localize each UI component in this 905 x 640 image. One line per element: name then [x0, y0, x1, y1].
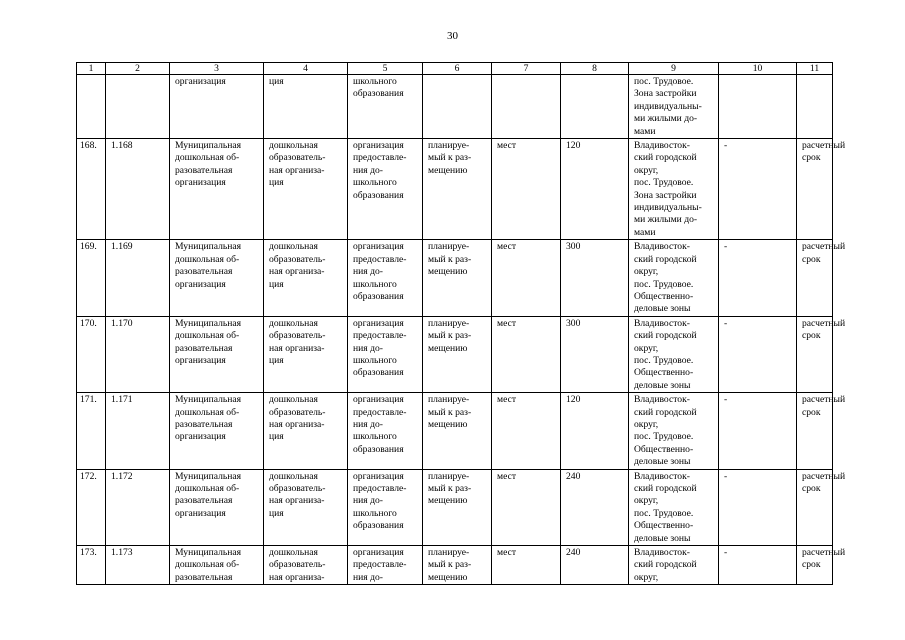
cell-term: расчетный срок: [797, 393, 833, 469]
table-row: [77, 469, 833, 545]
cell-function: организация предоставле- ния до- школьного образования: [348, 393, 423, 469]
cell-term: расчетный срок: [797, 546, 833, 585]
cell-function: организация предоставле- ния до- школьного образования: [348, 240, 423, 316]
cell-code: 1.172: [106, 469, 170, 545]
cell-code: 1.173: [106, 546, 170, 585]
cell-row-number: 171.: [77, 393, 106, 469]
cell-row-number: 168.: [77, 139, 106, 240]
column-header: 4: [264, 63, 348, 75]
cell-status: [423, 75, 492, 139]
cell-object-type: Муниципальная дошкольная об- разовательная организация: [170, 240, 264, 316]
cell-unit: мест: [492, 546, 561, 585]
cell-status: планируе- мый к раз- мещению: [423, 469, 492, 545]
cell-purpose: ция: [264, 75, 348, 139]
cell-location: Владивосток- ский городской округ, пос. Трудовое. Общественно- деловые зоны: [629, 240, 719, 316]
cell-term: расчетный срок: [797, 139, 833, 240]
cell-status: планируе- мый к раз- мещению: [423, 240, 492, 316]
cell-unit: мест: [492, 240, 561, 316]
column-header: 8: [561, 63, 629, 75]
cell-object-type: Муниципальная дошкольная об- разовательная организация: [170, 316, 264, 392]
table-row: [77, 316, 833, 392]
column-header: 2: [106, 63, 170, 75]
cell-capacity: 120: [561, 139, 629, 240]
table-body: [77, 75, 846, 585]
cell-zone: -: [719, 139, 797, 240]
cell-object-type: организация: [170, 75, 264, 139]
cell-code: [106, 75, 170, 139]
cell-term: [797, 75, 833, 139]
cell-code: 1.170: [106, 316, 170, 392]
table-header-row: [77, 63, 833, 75]
cell-location: Владивосток- ский городской округ, пос. Трудовое. Общественно- деловые зоны: [629, 393, 719, 469]
cell-term: расчетный срок: [797, 316, 833, 392]
cell-object-type: Муниципальная дошкольная об- разовательная организация: [170, 393, 264, 469]
cell-purpose: дошкольная образователь- ная организа- ция: [264, 393, 348, 469]
column-header: 6: [423, 63, 492, 75]
cell-object-type: Муниципальная дошкольная об- разовательная: [170, 546, 264, 585]
cell-zone: -: [719, 240, 797, 316]
cell-capacity: 240: [561, 546, 629, 585]
column-header: 7: [492, 63, 561, 75]
column-header: 10: [719, 63, 797, 75]
column-header: 9: [629, 63, 719, 75]
cell-code: 1.171: [106, 393, 170, 469]
cell-location: Владивосток- ский городской округ, пос. Трудовое. Общественно- деловые зоны: [629, 316, 719, 392]
cell-capacity: 300: [561, 316, 629, 392]
cell-capacity: 300: [561, 240, 629, 316]
cell-row-number: 169.: [77, 240, 106, 316]
cell-row-number: 170.: [77, 316, 106, 392]
cell-function: организация предоставле- ния до- школьного образования: [348, 469, 423, 545]
cell-zone: [719, 75, 797, 139]
column-header: 1: [77, 63, 106, 75]
column-header: 11: [797, 63, 833, 75]
cell-status: планируе- мый к раз- мещению: [423, 316, 492, 392]
table-row: [77, 393, 833, 469]
cell-code: 1.169: [106, 240, 170, 316]
cell-row-number: [77, 75, 106, 139]
table-row: [77, 240, 833, 316]
cell-capacity: [561, 75, 629, 139]
cell-purpose: дошкольная образователь- ная организа- ция: [264, 469, 348, 545]
cell-unit: мест: [492, 139, 561, 240]
cell-row-number: 172.: [77, 469, 106, 545]
cell-object-type: Муниципальная дошкольная об- разовательная организация: [170, 469, 264, 545]
cell-purpose: дошкольная образователь- ная организа-: [264, 546, 348, 585]
cell-zone: -: [719, 469, 797, 545]
cell-zone: -: [719, 546, 797, 585]
cell-unit: мест: [492, 393, 561, 469]
cell-row-number: 173.: [77, 546, 106, 585]
table-row: [77, 139, 833, 240]
table-row: [77, 546, 833, 585]
cell-status: планируе- мый к раз- мещению: [423, 139, 492, 240]
cell-code: 1.168: [106, 139, 170, 240]
cell-object-type: Муниципальная дошкольная об- разовательная организация: [170, 139, 264, 240]
table-row: [77, 75, 833, 139]
cell-function: организация предоставле- ния до-: [348, 546, 423, 585]
cell-purpose: дошкольная образователь- ная организа- ция: [264, 240, 348, 316]
cell-unit: мест: [492, 316, 561, 392]
cell-capacity: 240: [561, 469, 629, 545]
cell-term: расчетный срок: [797, 240, 833, 316]
cell-location: Владивосток- ский городской округ, пос. Трудовое. Общественно- деловые зоны: [629, 469, 719, 545]
cell-purpose: дошкольная образователь- ная организа- ция: [264, 316, 348, 392]
cell-purpose: дошкольная образователь- ная организа- ция: [264, 139, 348, 240]
cell-function: организация предоставле- ния до- школьного образования: [348, 139, 423, 240]
cell-location: пос. Трудовое. Зона застройки индивидуальны- ми жилыми до- мами: [629, 75, 719, 139]
page-number: 30: [447, 30, 458, 42]
data-table: [76, 62, 846, 585]
cell-location: Владивосток- ский городской округ,: [629, 546, 719, 585]
cell-capacity: 120: [561, 393, 629, 469]
cell-status: планируе- мый к раз- мещению: [423, 393, 492, 469]
cell-unit: [492, 75, 561, 139]
cell-zone: -: [719, 316, 797, 392]
cell-function: школьного образования: [348, 75, 423, 139]
cell-zone: -: [719, 393, 797, 469]
cell-term: расчетный срок: [797, 469, 833, 545]
column-header: 5: [348, 63, 423, 75]
cell-function: организация предоставле- ния до- школьного образования: [348, 316, 423, 392]
cell-status: планируе- мый к раз- мещению: [423, 546, 492, 585]
cell-unit: мест: [492, 469, 561, 545]
cell-location: Владивосток- ский городской округ, пос. Трудовое. Зона застройки индивидуальны- ми жилыми до- мами: [629, 139, 719, 240]
column-header: 3: [170, 63, 264, 75]
